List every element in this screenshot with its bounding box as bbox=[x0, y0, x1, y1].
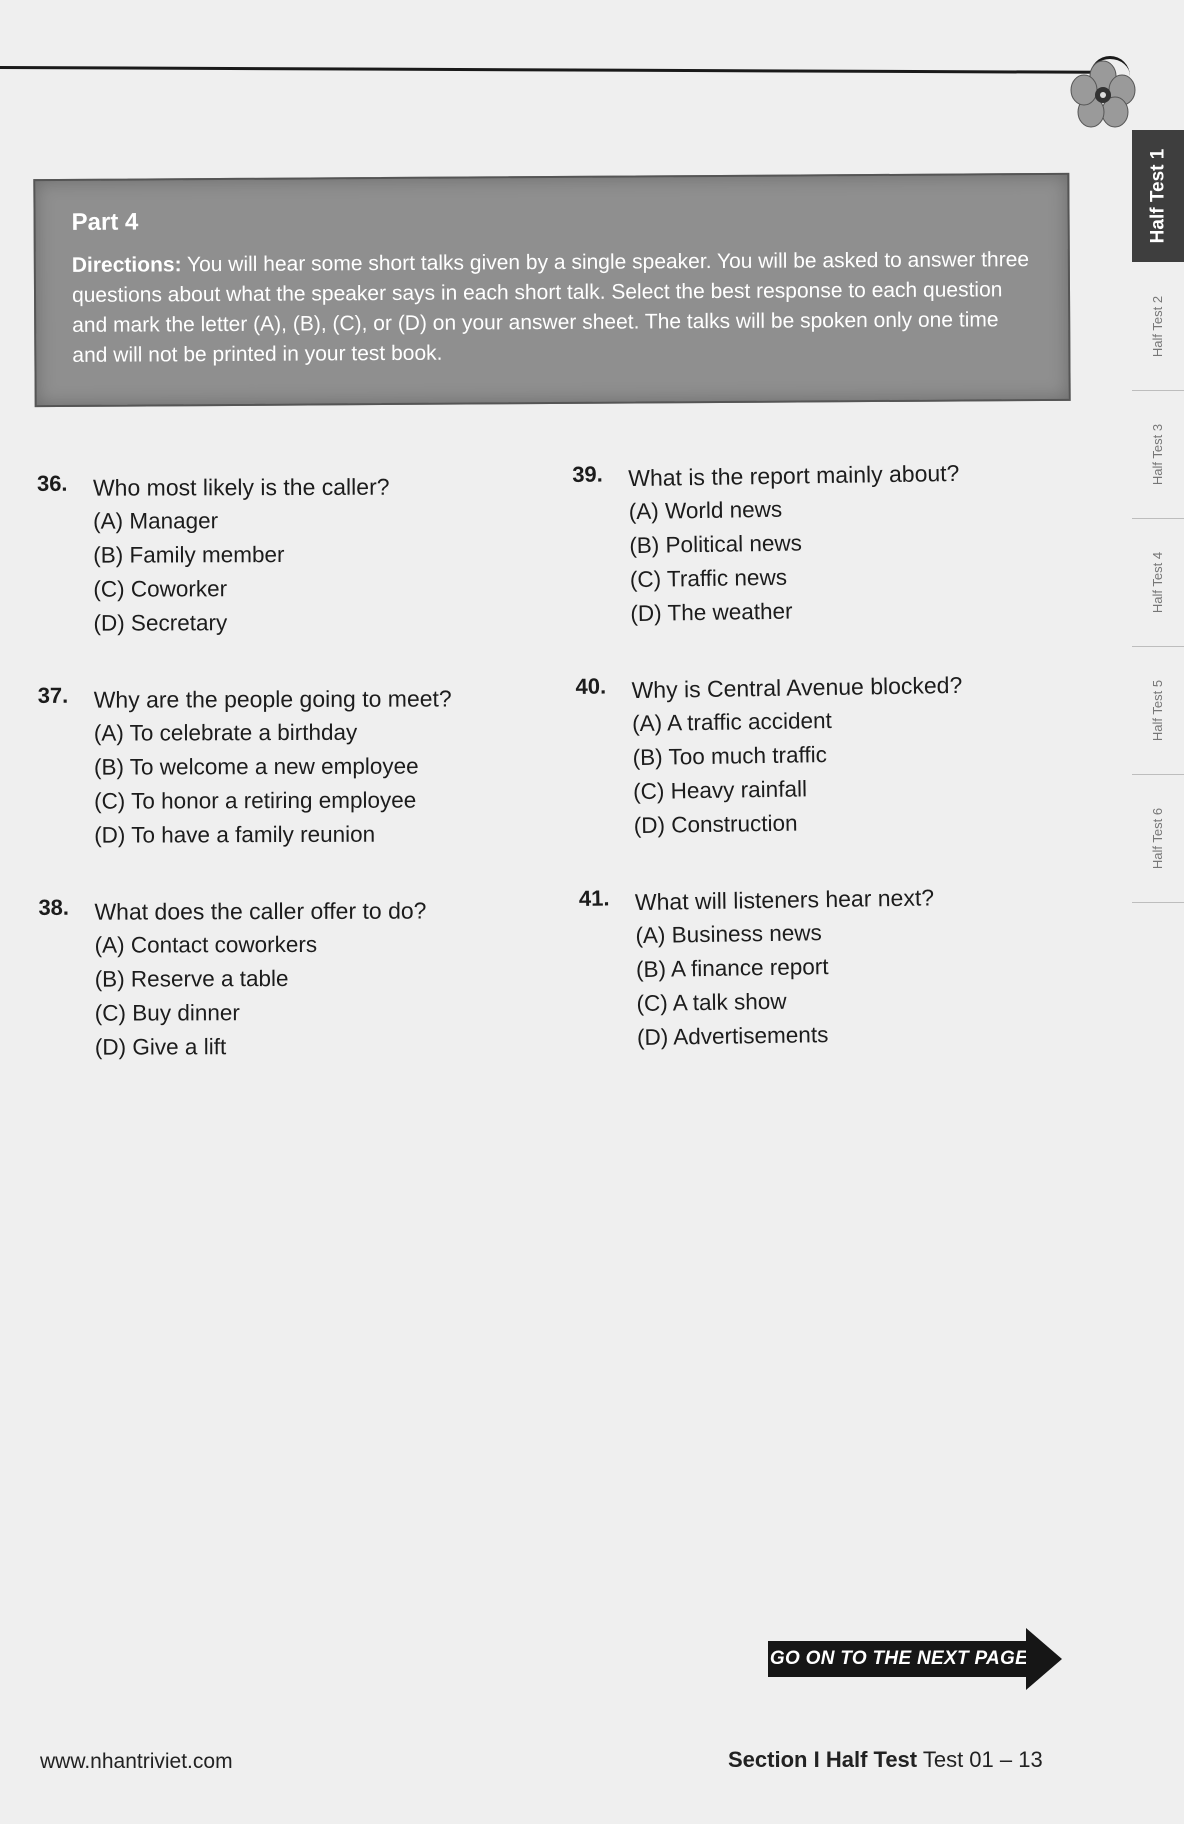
option-c: (C) Coworker bbox=[93, 576, 228, 602]
tab-label: Half Test 6 bbox=[1150, 807, 1166, 869]
part-title: Part 4 bbox=[71, 208, 139, 236]
option-c: (C) Traffic news bbox=[629, 564, 788, 593]
tab-half-test-1[interactable] bbox=[1132, 130, 1184, 262]
option-d: (D) Construction bbox=[633, 810, 798, 839]
tab-half-test-2[interactable] bbox=[1132, 262, 1184, 391]
option-d: (D) Advertisements bbox=[636, 1022, 829, 1051]
option-a: (A) World news bbox=[628, 496, 783, 525]
next-page-label: GO ON TO THE NEXT PAGE bbox=[768, 1641, 1030, 1677]
option-a: (A) Business news bbox=[635, 920, 822, 949]
footer-separator: I bbox=[813, 1747, 820, 1772]
tab-half-test-4[interactable] bbox=[1132, 518, 1184, 647]
option-d: (D) Secretary bbox=[93, 610, 228, 636]
directions-box bbox=[33, 173, 1070, 407]
half-test-tabs bbox=[1132, 120, 1184, 920]
tab-half-test-3[interactable] bbox=[1132, 390, 1184, 519]
directions-text bbox=[72, 245, 1033, 371]
arrow-right-icon bbox=[1026, 1628, 1062, 1690]
footer-half-test: Half Test bbox=[825, 1747, 918, 1772]
option-c: (C) Heavy rainfall bbox=[632, 776, 808, 805]
option-a: (A) A traffic accident bbox=[631, 707, 832, 737]
question-37 bbox=[38, 681, 539, 853]
question-36 bbox=[37, 469, 538, 641]
question-text: Who most likely is the caller? bbox=[92, 473, 390, 501]
next-page-arrow bbox=[768, 1628, 1064, 1690]
question-40 bbox=[575, 666, 1098, 844]
top-rule bbox=[0, 66, 1100, 74]
flower-icon bbox=[1068, 60, 1138, 130]
question-38 bbox=[38, 893, 539, 1065]
question-number: 38. bbox=[38, 894, 70, 920]
question-39 bbox=[572, 454, 1095, 632]
option-d: (D) Give a lift bbox=[94, 1034, 227, 1060]
question-text: What does the caller offer to do? bbox=[94, 897, 427, 925]
option-b: (B) Too much traffic bbox=[632, 742, 828, 771]
option-c: (C) To honor a retiring employee bbox=[94, 787, 417, 814]
option-a: (A) Contact coworkers bbox=[94, 931, 318, 958]
directions-label: Directions: bbox=[71, 253, 182, 277]
question-text: Why are the people going to meet? bbox=[93, 685, 452, 713]
questions-right-column bbox=[572, 454, 1102, 1098]
question-number: 41. bbox=[578, 885, 610, 911]
option-b: (B) To welcome a new employee bbox=[93, 753, 419, 780]
option-b: (B) Family member bbox=[93, 542, 285, 568]
option-c: (C) A talk show bbox=[636, 988, 787, 1017]
tab-label: Half Test 5 bbox=[1150, 679, 1166, 741]
question-text: What will listeners hear next? bbox=[634, 884, 935, 916]
option-d: (D) To have a family reunion bbox=[94, 821, 376, 848]
footer-section bbox=[728, 1747, 1043, 1773]
option-b: (B) Reserve a table bbox=[94, 965, 289, 992]
tab-label: Half Test 1 bbox=[1147, 148, 1168, 244]
footer-dash: – bbox=[999, 1747, 1013, 1772]
footer-page-number: 13 bbox=[1018, 1747, 1043, 1772]
question-number: 39. bbox=[572, 461, 603, 487]
option-c: (C) Buy dinner bbox=[94, 1000, 240, 1026]
question-text: What is the report mainly about? bbox=[628, 459, 960, 492]
tab-half-test-6[interactable] bbox=[1132, 774, 1184, 903]
tab-half-test-5[interactable] bbox=[1132, 646, 1184, 775]
footer-section-label: Section bbox=[728, 1747, 808, 1772]
option-a: (A) Manager bbox=[93, 508, 219, 534]
tab-label: Half Test 4 bbox=[1150, 551, 1166, 613]
tab-label: Half Test 3 bbox=[1150, 423, 1166, 485]
question-number: 37. bbox=[37, 682, 69, 708]
option-a: (A) To celebrate a birthday bbox=[93, 719, 358, 746]
question-41 bbox=[579, 878, 1102, 1056]
question-text: Why is Central Avenue blocked? bbox=[631, 671, 963, 704]
option-b: (B) A finance report bbox=[635, 954, 829, 983]
footer-test-label: Test 01 bbox=[922, 1747, 994, 1772]
footer-url: www.nhantriviet.com bbox=[40, 1750, 233, 1773]
option-d: (D) The weather bbox=[630, 598, 793, 627]
directions-body: You will hear some short talks given by a single speaker. You will be asked to answer three questions about what the speaker says in each short talk. Select the best response to each question and mark the letter (A), (B), (C), or (D) on your answer sheet. The talks will be spoken only one time and will not be printed in your test book. bbox=[71, 248, 1030, 367]
tab-label: Half Test 2 bbox=[1150, 295, 1166, 357]
question-number: 36. bbox=[36, 470, 68, 496]
option-b: (B) Political news bbox=[629, 530, 803, 559]
question-number: 40. bbox=[575, 673, 607, 699]
questions-left-column bbox=[37, 469, 539, 1107]
